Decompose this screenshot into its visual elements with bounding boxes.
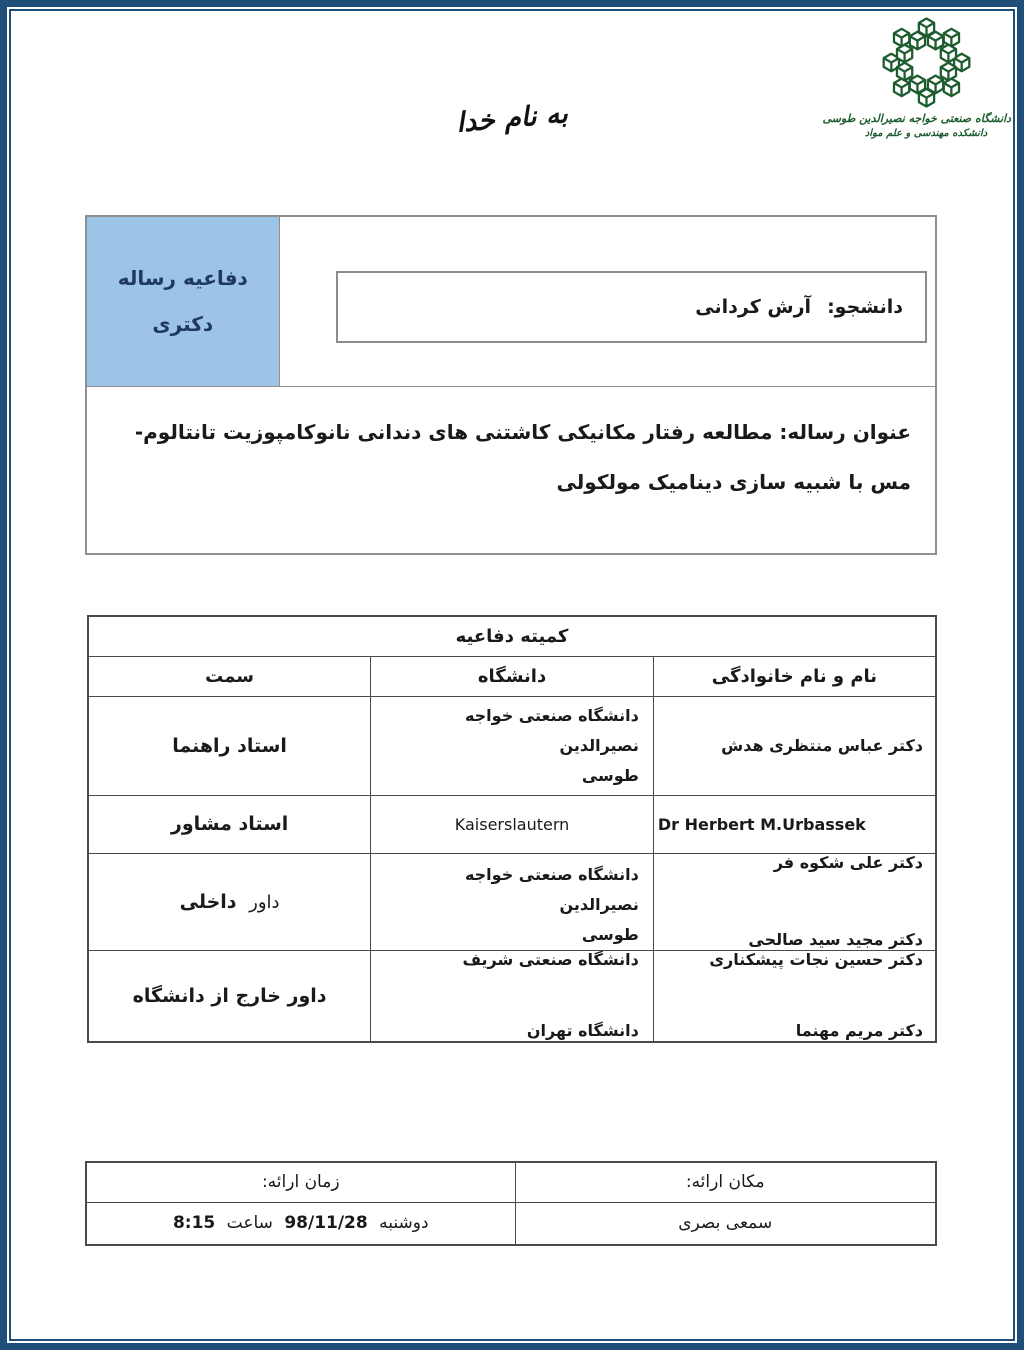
position-word-normal: داور [249,891,280,913]
schedule-data-row [86,1202,936,1245]
column-header-university: دانشگاه [371,656,654,696]
defense-type-line1: دفاعیه رساله [117,266,248,291]
schedule-header-row [86,1162,936,1202]
schedule-table [85,1161,937,1246]
time-value-cell [86,1202,515,1245]
defense-type-line2: دکتری [152,312,214,337]
university-line: دانشگاه صنعتی خواجه نصیرالدین [464,864,639,914]
member-name: Dr Herbert M.Urbassek [653,795,936,853]
member-position [88,853,371,950]
university-line: طوسی [581,924,639,944]
member-name: دکتر حسین نجات پیشکناری [709,949,923,969]
member-name: دکتر علی شکوه فر [773,852,923,872]
committee-row-external-referee [88,950,936,1042]
column-header-name: نام و نام خانوادگی [653,656,936,696]
university-line: طوسی [581,765,639,785]
time-date: 98/11/28 [284,1213,368,1234]
logo-caption-faculty: دانشکده مهندسی و علم مواد [864,127,988,139]
member-position: استاد راهنما [88,696,371,795]
university-line: دانشگاه تهران [526,1021,639,1040]
location-value-cell: سمعی بصری [515,1202,936,1245]
member-name: دکتر مریم مهنما [795,1021,923,1040]
bismillah-text: به نام خدا [455,98,569,139]
university-line: دانشگاه صنعتی خواجه نصیرالدین [464,705,639,755]
member-names-cell [653,853,936,950]
member-name: دکتر عباس منتظری هدش [653,696,936,795]
member-university [371,950,654,1042]
member-name: دکتر مجید سید صالحی [748,929,923,949]
university-logo-icon [879,15,974,110]
column-header-position: سمت [88,656,371,696]
thesis-title-row [86,386,936,554]
header [11,11,1013,215]
committee-header-row [88,656,936,696]
defense-info-row [86,216,936,386]
time-label-cell: زمان ارائه: [86,1162,515,1202]
university-logo-block [822,15,1011,140]
committee-title-row [88,616,936,656]
committee-title: کمیته دفاعیه [88,616,936,656]
student-label: دانشجو: [827,296,903,318]
member-position: داور خارج از دانشگاه [88,950,371,1042]
committee-row-supervisor [88,696,936,795]
member-position: استاد مشاور [88,795,371,853]
content [11,215,1013,1246]
member-names-cell [653,950,936,1042]
committee-row-internal-referee [88,853,936,950]
student-name: آرش کردانی [695,296,812,318]
committee-table [87,615,937,1043]
time-word: ساعت [226,1213,273,1234]
member-university [371,853,654,950]
thesis-title: عنوان رساله: مطالعه رفتار مکانیکی کاشتنی های دندانی نانوکامپوزیت تانتالوم-مس با شبیه سازی دینامیک مولکولی [134,419,911,494]
university-line: دانشگاه صنعتی شریف [462,949,639,969]
defense-type-cell [86,216,279,386]
position-word-bold: داخلی [179,890,237,913]
thesis-title-cell [86,386,936,554]
location-label-cell: مکان ارائه: [515,1162,936,1202]
time-day: دوشنبه [379,1213,429,1234]
defense-info-table [85,215,937,555]
student-box [336,271,928,343]
member-university [371,696,654,795]
inner-frame [9,9,1015,1341]
logo-caption-university: دانشگاه صنعتی خواجه نصیرالدین طوسی [822,112,1011,125]
time-clock: 8:15 [172,1213,216,1234]
student-cell [279,216,936,386]
member-university: Kaiserslautern [371,795,654,853]
